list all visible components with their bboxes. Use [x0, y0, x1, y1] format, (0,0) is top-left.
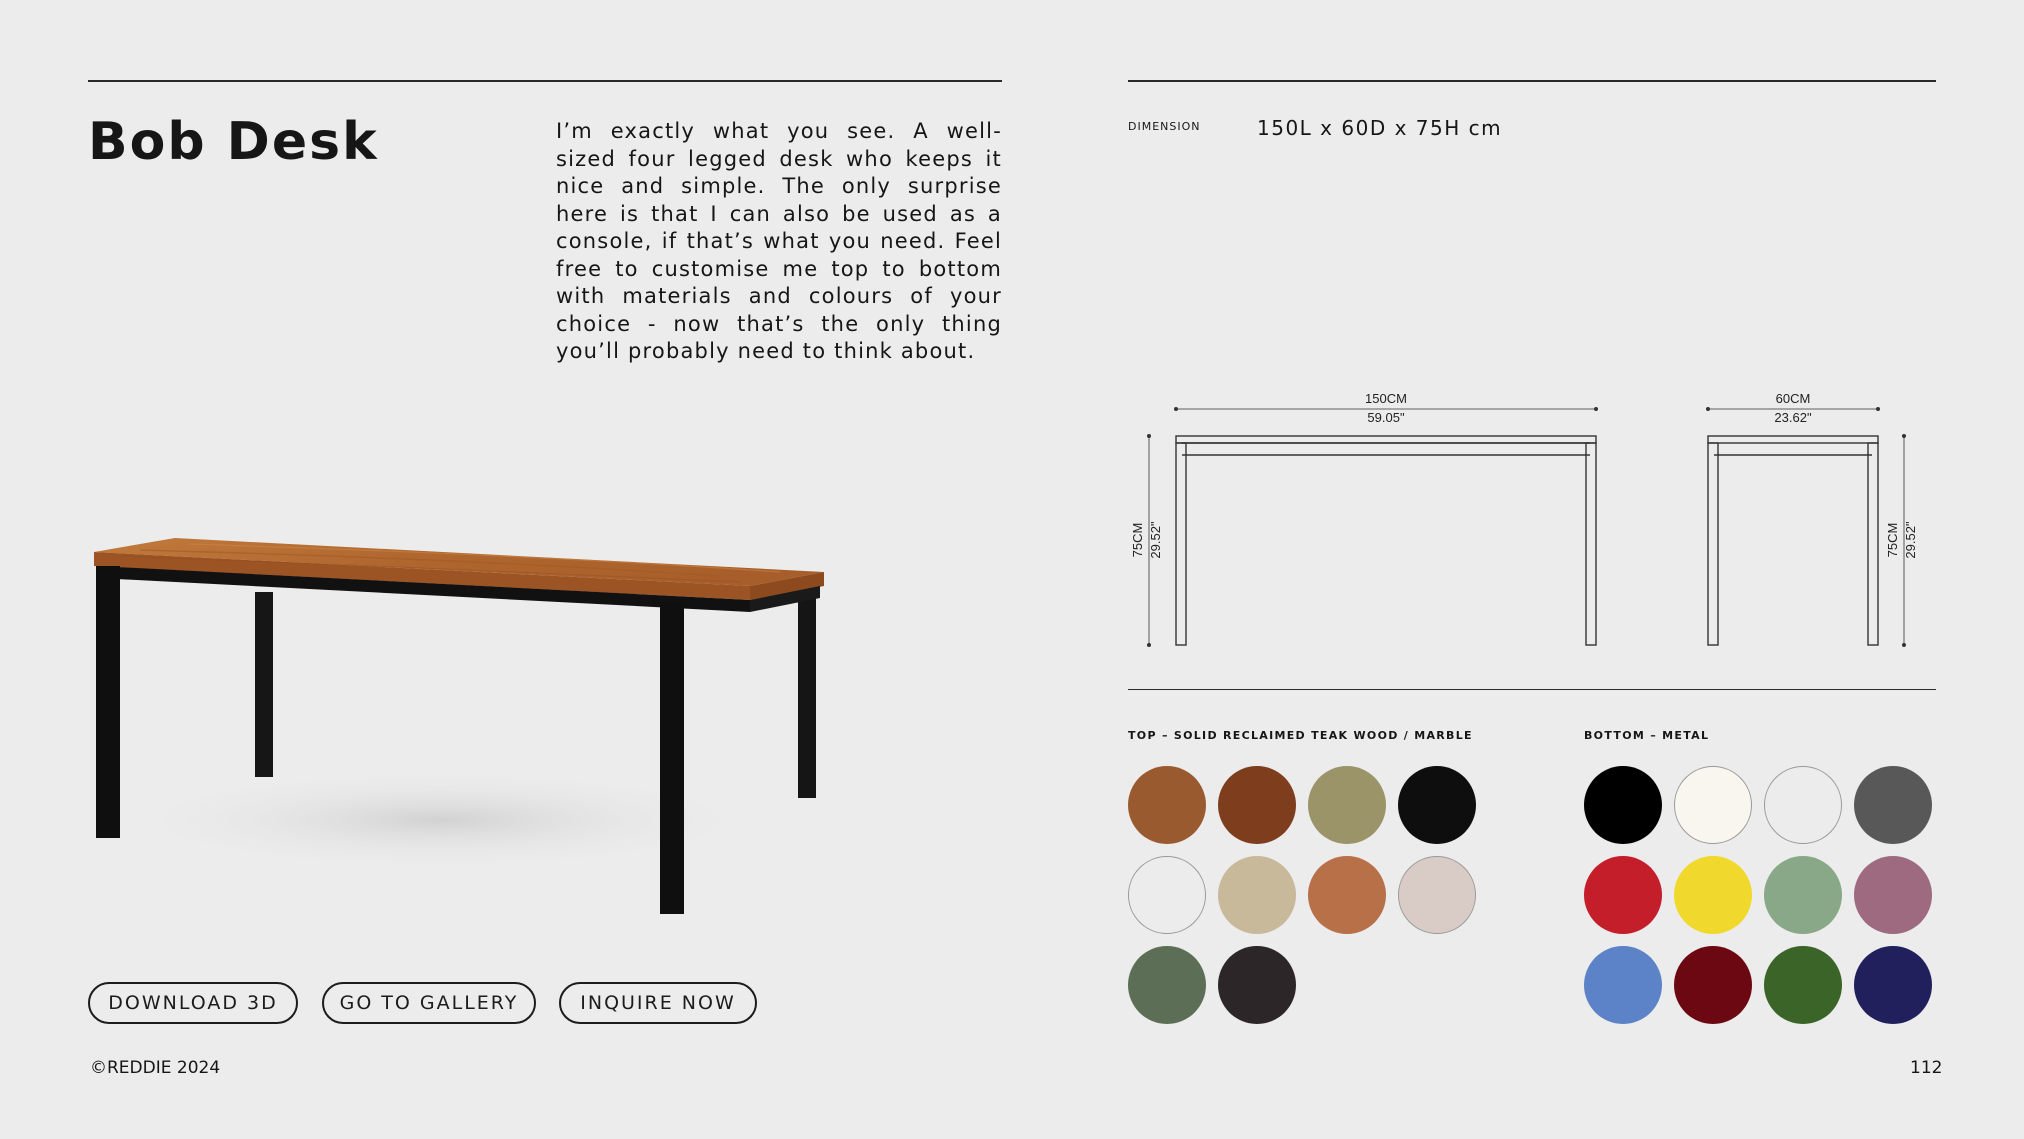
- swatch-wood-grey-wash[interactable]: [1308, 766, 1386, 844]
- front-leg-left: [96, 566, 120, 838]
- desk-photo: [80, 520, 850, 940]
- top-rule-left: [88, 80, 1002, 82]
- swatch-marble-white[interactable]: [1128, 856, 1206, 934]
- back-leg-right: [798, 592, 816, 798]
- swatch-mauve[interactable]: [1854, 856, 1932, 934]
- front-leg-right: [660, 602, 684, 914]
- swatch-marble-green[interactable]: [1128, 946, 1206, 1024]
- download-3d-button[interactable]: DOWNLOAD 3D: [88, 982, 298, 1024]
- dimension-value: 150L x 60D x 75H cm: [1257, 116, 1503, 140]
- copyright: ©REDDIE 2024: [90, 1058, 221, 1078]
- dimension-drawing: [1128, 380, 1936, 660]
- height-left-cm: 75CM: [1130, 522, 1145, 558]
- swatch-yellow[interactable]: [1674, 856, 1752, 934]
- product-description: I’m exactly what you see. A well-sized four legged desk who keeps it nice and simple. The only surprise here is that I can also be used as a console, if that’s what you need. Feel free to customise me top to bottom with materials and colours of your choice - now that’s the only thing you’ll probably need to think about.: [556, 119, 1002, 363]
- swatch-wood-black[interactable]: [1398, 766, 1476, 844]
- middle-rule-right: [1128, 689, 1936, 690]
- go-to-gallery-button[interactable]: GO TO GALLERY: [322, 982, 536, 1024]
- side-view-leg-right: [1868, 443, 1878, 645]
- swatch-marble-terracotta[interactable]: [1308, 856, 1386, 934]
- swatch-marble-calacatta-viola[interactable]: [1398, 856, 1476, 934]
- swatch-black[interactable]: [1584, 766, 1662, 844]
- front-view-leg-left: [1176, 443, 1186, 645]
- swatch-marble-dark[interactable]: [1218, 946, 1296, 1024]
- side-depth-in: 23.62": [1774, 410, 1812, 425]
- inquire-now-button[interactable]: INQUIRE NOW: [559, 982, 757, 1024]
- top-material-label: TOP – SOLID RECLAIMED TEAK WOOD / MARBLE: [1128, 729, 1473, 742]
- product-title: Bob Desk: [88, 112, 379, 172]
- swatch-charcoal[interactable]: [1854, 766, 1932, 844]
- swatch-forest-green[interactable]: [1764, 946, 1842, 1024]
- front-width-in: 59.05": [1367, 410, 1405, 425]
- front-width-cm: 150CM: [1365, 391, 1407, 406]
- height-right-in: 29.52": [1903, 521, 1918, 559]
- side-view-leg-left: [1708, 443, 1718, 645]
- back-leg-left: [255, 592, 273, 777]
- front-view-leg-right: [1586, 443, 1596, 645]
- swatch-off-white[interactable]: [1674, 766, 1752, 844]
- page-number: 112: [1910, 1058, 1943, 1078]
- height-left-in: 29.52": [1148, 521, 1163, 559]
- top-rule-right: [1128, 80, 1936, 82]
- dimension-label: DIMENSION: [1128, 120, 1201, 133]
- swatch-burgundy[interactable]: [1674, 946, 1752, 1024]
- height-right-cm: 75CM: [1885, 522, 1900, 558]
- swatch-red[interactable]: [1584, 856, 1662, 934]
- swatch-sage-green[interactable]: [1764, 856, 1842, 934]
- swatch-light-grey[interactable]: [1764, 766, 1842, 844]
- bottom-material-label: BOTTOM – METAL: [1584, 729, 1710, 742]
- side-view-top: [1708, 436, 1878, 443]
- swatch-cornflower-blue[interactable]: [1584, 946, 1662, 1024]
- swatch-marble-beige[interactable]: [1218, 856, 1296, 934]
- swatch-teak-dark[interactable]: [1218, 766, 1296, 844]
- side-depth-cm: 60CM: [1775, 391, 1811, 406]
- swatch-teak-natural[interactable]: [1128, 766, 1206, 844]
- front-view-top: [1176, 436, 1596, 443]
- swatch-navy[interactable]: [1854, 946, 1932, 1024]
